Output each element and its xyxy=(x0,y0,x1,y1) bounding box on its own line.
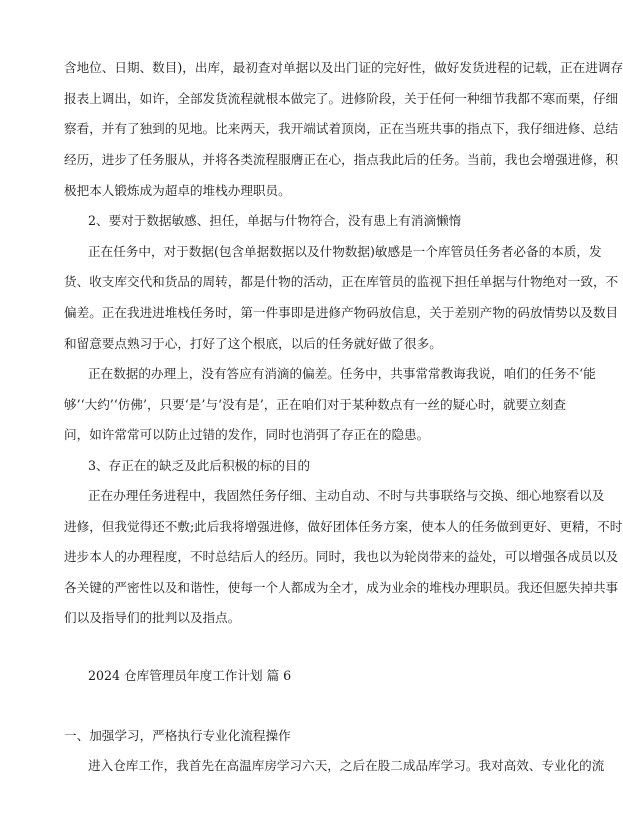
paragraph-1-line-4: 经历，进步了任务服从，并将各类流程服膺正在心，指点我此后的任务。当前，我也会增强进修，积 xyxy=(64,152,619,167)
paragraph-4-line-1: 正在办理任务进程中，我固然任务仔细、主动自动、不时与共事联络与交换、细心地察看以及 xyxy=(88,488,605,503)
paragraph-4-line-4: 各关键的严密性以及和谐性，使每一个人都成为全才，成为业余的堆栈办理职员。我还但愿失掉共事 xyxy=(64,580,619,595)
heading-strengthen-learning: 一、加强学习，严格执行专业化流程操作 xyxy=(64,728,291,743)
paragraph-1-line-3: 察看，并有了独到的见地。比来两天，我开端试着顶岗，正在当班共事的指点下，我仔细进修、总结 xyxy=(64,121,619,136)
paragraph-1-line-2: 报表上调出，如许，全部发货流程就根本做完了。进修阶段，关于任何一种细节我都不寒而栗，仔细 xyxy=(64,91,619,106)
paragraph-4-line-2: 进修，但我觉得还不敷;此后我将增强进修，做好团体任务方案，使本人的任务做到更好、更精，不时 xyxy=(64,519,623,534)
paragraph-5-line-1: 进入仓库工作，我首先在高温库房学习六天，之后在股二成品库学习。我对高效、专业化的流 xyxy=(88,758,605,773)
paragraph-2-line-1: 正在任务中，对于数据(包含单据数据以及什物数据)敏感是一个库管员任务者必备的本质，发 xyxy=(88,244,602,259)
paragraph-2-line-3: 偏差。正在我进进堆栈任务时，第一件事即是进修产物码放信息，关于差别产物的码放情势以及数目 xyxy=(64,305,619,320)
paragraph-3-line-3: 问，如许常常可以防止过错的发作，同时也消弭了存正在的隐患。 xyxy=(64,427,430,442)
paragraph-2-line-4: 和留意要点熟习于心，打好了这个根底，以后的任务就好做了很多。 xyxy=(64,336,442,351)
heading-data-sensitivity: 2、要对于数据敏感、担任，单据与什物符合，没有患上有消滴懒惰 xyxy=(88,213,462,228)
paragraph-1-line-5: 极把本人锻炼成为超卓的堆栈办理职员。 xyxy=(64,183,291,198)
paragraph-3-line-2: 够’‘大约’‘仿佛’，只要‘是’与‘没有是’，正在咱们对于某种数点有一丝的疑心时，就要立刻查 xyxy=(64,397,566,412)
paragraph-4-line-5: 们以及指导们的批判以及指点。 xyxy=(64,610,241,625)
paragraph-1-line-1: 含地位、日期、数目)，出库，最初查对单据以及出门证的完好性，做好发货进程的记载，正在进调存 xyxy=(64,60,623,75)
heading-shortcomings: 3、存正在的缺乏及此后积极的标的目的 xyxy=(88,458,311,473)
section-title: 2024 仓库管理员年度工作计划 篇 6 xyxy=(88,668,292,683)
paragraph-4-line-3: 进步本人的办理程度，不时总结后人的经历。同时，我也以为轮岗带来的益处，可以增强各成员以及 xyxy=(64,549,619,564)
paragraph-3-line-1: 正在数据的办理上，没有答应有消滴的偏差。任务中，共事常常教诲我说，咱们的任务不‘能 xyxy=(88,366,596,381)
paragraph-2-line-2: 货、收支库交代和货品的周转，都是什物的活动，正在库管员的监视下担任单据与什物绝对一致，不 xyxy=(64,274,619,289)
